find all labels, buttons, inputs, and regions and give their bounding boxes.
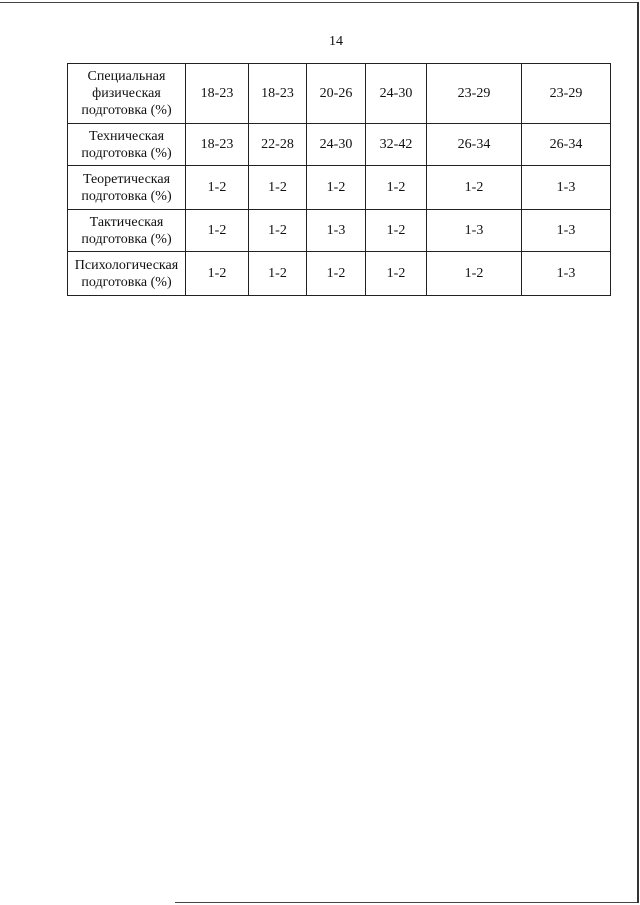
row-label: Психологическая подготовка (%) [68, 252, 186, 296]
table-cell: 1-3 [522, 252, 611, 296]
page-number: 14 [329, 34, 343, 49]
table-cell: 1-2 [307, 166, 366, 210]
table-cell: 1-3 [522, 166, 611, 210]
table-cell: 1-2 [249, 210, 307, 252]
page-frame-top [0, 2, 638, 3]
table-cell: 26-34 [522, 124, 611, 166]
row-label: Специальная физическая подготовка (%) [68, 64, 186, 124]
table-cell: 1-2 [366, 252, 427, 296]
table-cell: 18-23 [249, 64, 307, 124]
row-label: Техническая подготовка (%) [68, 124, 186, 166]
table-row [68, 166, 611, 210]
table-cell: 1-2 [427, 252, 522, 296]
table-cell: 23-29 [522, 64, 611, 124]
page-frame-right [637, 2, 639, 903]
row-label: Тактическая подготовка (%) [68, 210, 186, 252]
table-cell: 1-2 [249, 252, 307, 296]
table-cell: 1-2 [186, 210, 249, 252]
table-row [68, 210, 611, 252]
table-cell: 1-3 [522, 210, 611, 252]
table-cell: 1-2 [307, 252, 366, 296]
table-cell: 22-28 [249, 124, 307, 166]
table-cell: 18-23 [186, 64, 249, 124]
table-cell: 1-2 [186, 252, 249, 296]
table-cell: 1-2 [427, 166, 522, 210]
table-cell: 1-3 [427, 210, 522, 252]
row-label: Теоретическая подготовка (%) [68, 166, 186, 210]
table-cell: 26-34 [427, 124, 522, 166]
page-frame-bottom [175, 902, 637, 903]
table-cell: 1-3 [307, 210, 366, 252]
table-cell: 1-2 [366, 210, 427, 252]
table-row [68, 124, 611, 166]
table-cell: 24-30 [307, 124, 366, 166]
table-cell: 24-30 [366, 64, 427, 124]
table-row [68, 64, 611, 124]
table-cell: 1-2 [249, 166, 307, 210]
training-ratio-table [67, 63, 611, 296]
table-cell: 1-2 [186, 166, 249, 210]
table-row [68, 252, 611, 296]
table-cell: 20-26 [307, 64, 366, 124]
table-cell: 23-29 [427, 64, 522, 124]
table-cell: 1-2 [366, 166, 427, 210]
table-cell: 32-42 [366, 124, 427, 166]
table-cell: 18-23 [186, 124, 249, 166]
